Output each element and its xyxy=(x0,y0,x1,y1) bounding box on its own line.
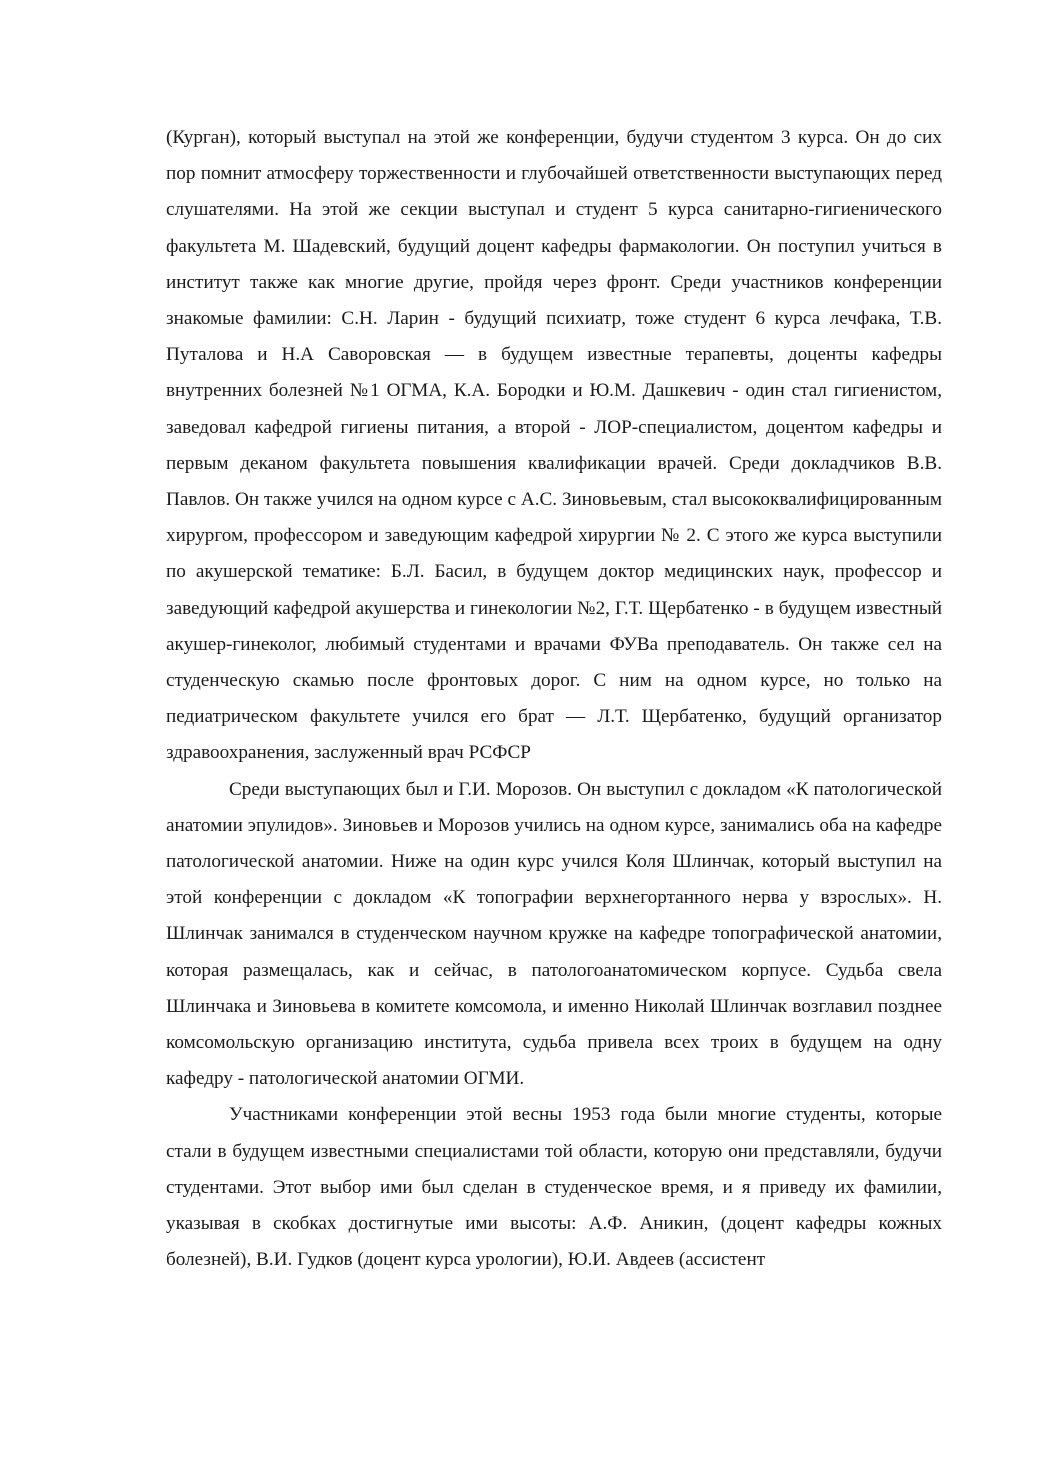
document-body xyxy=(166,120,942,1279)
paragraph-conference-participants: Участниками конференции этой весны 1953 года были многие студенты, которые стали в будущем известными специалистами той области, которую они представляли, будучи студентами. Этот выбор ими был сделан в студенческое время, и я приведу их фамилии, указывая в скобках достигнутые ими высоты: А.Ф. Аникин, (доцент кафедры кожных болезней), В.И. Гудков (доцент курса урологии), Ю.И. Авдеев (ассистент xyxy=(166,1104,942,1271)
paragraph-continued-from-previous-page: (Курган), который выступал на этой же конференции, будучи студентом 3 курса. Он до сих пор помнит атмосферу торжественности и глубочайшей ответственности выступающих перед слушателями. На этой же секции выступал и студент 5 курса санитарно-гигиенического факультета М. Шадевский, будущий доцент кафедры фармакологии. Он поступил учиться в институт также как многие другие, пройдя через фронт. Среди участников конференции знакомые фамилии: С.Н. Ларин - будущий психиатр, тоже студент 6 курса лечфака, Т.В. Путалова и Н.А Саворовская — в будущем известные терапевты, доценты кафедры внутренних болезней №1 ОГМА, К.А. Бородки и Ю.М. Дашкевич - один стал гигиенистом, заведовал кафедрой гигиены питания, а второй - ЛОР-специалистом, доцентом кафедры и первым деканом факультета повышения квалификации врачей. Среди докладчиков В.В. Павлов. Он также учился на одном курсе с А.С. Зиновьевым, стал высококвалифицированным хирургом, профессором и заведующим кафедрой хирургии № 2. С этого же курса выступили по акушерской тематике: Б.Л. Басил, в будущем доктор медицинских наук, профессор и заведующий кафедрой акушерства и гинекологии №2, Г.Т. Щербатенко - в будущем известный акушер-гинеколог, любимый студентами и врачами ФУВа преподаватель. Он также сел на студенческую скамью после фронтовых дорог. С ним на одном курсе, но только на педиатрическом факультете учился его брат — Л.Т. Щербатенко, будущий организатор здравоохранения, заслуженный врач РСФСР xyxy=(166,127,942,764)
paragraph-morozov: Среди выступающих был и Г.И. Морозов. Он выступил с докладом «К патологической анатомии эпулидов». Зиновьев и Морозов учились на одном курсе, занимались оба на кафедре патологической анатомии. Ниже на один курс учился Коля Шлинчак, который выступил на этой конференции с докладом «К топографии верхнегортанного нерва у взрослых». Н. Шлинчак занимался в студенческом научном кружке на кафедре топографической анатомии, которая размещалась, как и сейчас, в патологоанатомическом корпусе. Судьба свела Шлинчака и Зиновьева в комитете комсомола, и именно Николай Шлинчак возглавил позднее комсомольскую организацию института, судьба привела всех троих в будущем на одну кафедру - патологической анатомии ОГМИ. xyxy=(166,778,942,1090)
